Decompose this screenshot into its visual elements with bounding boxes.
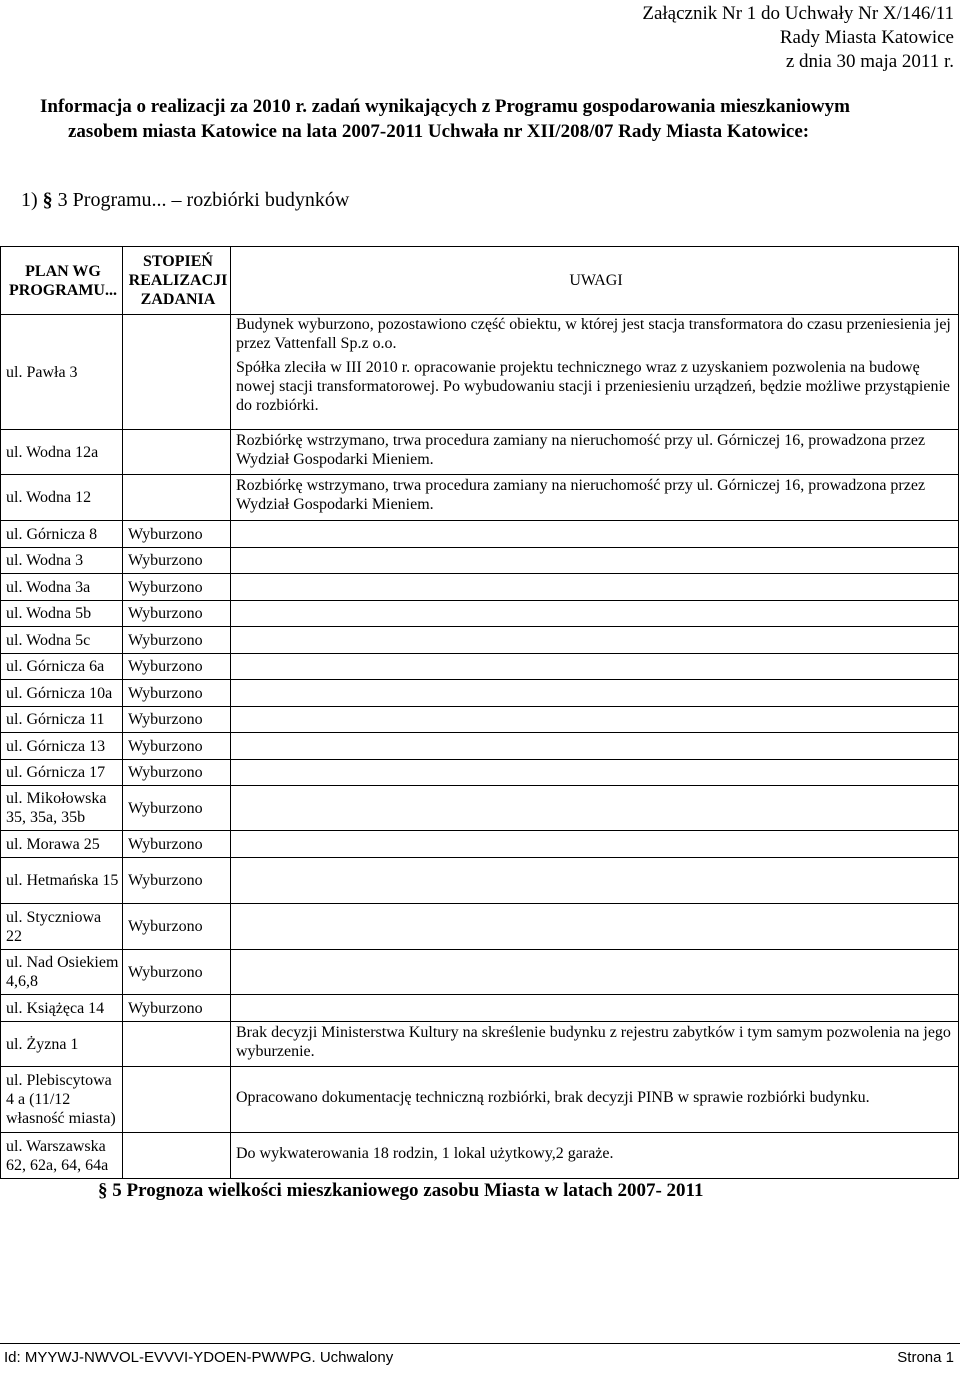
table-row [1, 627, 959, 654]
cell-stopien: Wyburzono [123, 950, 231, 995]
cell-uwagi [231, 733, 959, 760]
demolition-table [0, 246, 959, 1179]
cell-plan: ul. Morawa 25 [1, 831, 123, 858]
cell-uwagi [231, 1067, 959, 1133]
cell-stopien [123, 1067, 231, 1133]
table-row [1, 858, 959, 904]
cell-uwagi [231, 995, 959, 1022]
cell-uwagi [231, 315, 959, 430]
table-row [1, 760, 959, 786]
cell-stopien [123, 1133, 231, 1179]
cell-uwagi [231, 521, 959, 548]
cell-plan: ul. Wodna 12 [1, 475, 123, 521]
cell-plan: ul. Plebiscytowa 4 a (11/12 własność miasta) [1, 1067, 123, 1133]
table-body [1, 315, 959, 1179]
cell-stopien [123, 1022, 231, 1067]
page-footer [0, 1343, 960, 1366]
cell-plan: ul. Górnicza 17 [1, 760, 123, 786]
cell-uwagi [231, 904, 959, 950]
table-row [1, 1133, 959, 1179]
table-row [1, 733, 959, 760]
cell-stopien: Wyburzono [123, 654, 231, 680]
section-5-heading [98, 1179, 704, 1203]
document-id: Id: MYYWJ-NWVOL-EVVVI-YDOEN-PWWPG. Uchwalony [4, 1349, 394, 1366]
cell-stopien [123, 315, 231, 430]
cell-stopien: Wyburzono [123, 995, 231, 1022]
cell-stopien [123, 430, 231, 475]
cell-uwagi [231, 654, 959, 680]
table-row [1, 950, 959, 995]
section-1-number: 1) [21, 189, 38, 211]
table-row [1, 521, 959, 548]
cell-stopien: Wyburzono [123, 904, 231, 950]
cell-stopien: Wyburzono [123, 601, 231, 627]
table-header-row [1, 247, 959, 315]
info-heading [40, 94, 940, 144]
cell-uwagi [231, 831, 959, 858]
cell-plan: ul. Styczniowa 22 [1, 904, 123, 950]
table-row [1, 654, 959, 680]
table-row [1, 1022, 959, 1067]
cell-stopien: Wyburzono [123, 548, 231, 574]
cell-plan: ul. Mikołowska 35, 35a, 35b [1, 786, 123, 831]
uwagi-paragraph: Do wykwaterowania 18 rodzin, 1 lokal użytkowy,2 garaże. [236, 1144, 614, 1162]
cell-uwagi [231, 430, 959, 475]
cell-uwagi [231, 601, 959, 627]
cell-uwagi [231, 574, 959, 601]
table-row [1, 831, 959, 858]
section-1-title: 3 Programu... – rozbiórki budynków [57, 189, 350, 211]
cell-stopien: Wyburzono [123, 627, 231, 654]
cell-plan: ul. Wodna 5b [1, 601, 123, 627]
cell-plan: ul. Pawła 3 [1, 315, 123, 430]
cell-stopien: Wyburzono [123, 707, 231, 733]
info-line-2: zasobem miasta Katowice na lata 2007-2011 Uchwała nr XII/208/07 Rady Miasta Katowice: [68, 121, 810, 142]
cell-plan: ul. Książęca 14 [1, 995, 123, 1022]
uwagi-paragraph: Brak decyzji Ministerstwa Kultury na skreślenie budynku z rejestru zabytków i tym samym pozwolenia na jego wyburzenie. [236, 1023, 951, 1060]
table-row [1, 548, 959, 574]
header-stopien: STOPIEŃ REALIZACJI ZADANIA [123, 247, 231, 315]
cell-plan: ul. Górnicza 11 [1, 707, 123, 733]
cell-plan: ul. Warszawska 62, 62a, 64, 64a [1, 1133, 123, 1179]
cell-uwagi [231, 1133, 959, 1179]
cell-plan: ul. Wodna 3a [1, 574, 123, 601]
cell-uwagi [231, 707, 959, 733]
table-row [1, 995, 959, 1022]
cell-plan: ul. Górnicza 10a [1, 680, 123, 707]
cell-plan: ul. Żyzna 1 [1, 1022, 123, 1067]
section-5-title: 5 Prognoza wielkości mieszkaniowego zasobu Miasta w latach 2007- 2011 [112, 1180, 704, 1201]
cell-uwagi [231, 1022, 959, 1067]
cell-stopien: Wyburzono [123, 760, 231, 786]
uwagi-paragraph: Opracowano dokumentację techniczną rozbiórki, brak decyzji PINB w sprawie rozbiórki budynku. [236, 1088, 870, 1106]
cell-uwagi [231, 548, 959, 574]
cell-stopien: Wyburzono [123, 831, 231, 858]
section-1-sign: § [42, 189, 53, 211]
table-row [1, 430, 959, 475]
table-row [1, 574, 959, 601]
table-row [1, 904, 959, 950]
page-number: Strona 1 [897, 1349, 954, 1366]
header-plan: PLAN WG PROGRAMU... [1, 247, 123, 315]
section-1-heading [21, 187, 349, 213]
uwagi-paragraph: Rozbiórkę wstrzymano, trwa procedura zamiany na nieruchomość przy ul. Górniczej 16, prowadzona przez Wydział Gospodarki Mieniem. [236, 431, 926, 468]
cell-uwagi [231, 680, 959, 707]
table-row [1, 680, 959, 707]
cell-plan: ul. Wodna 5c [1, 627, 123, 654]
table-row [1, 1067, 959, 1133]
cell-uwagi [231, 786, 959, 831]
cell-plan: ul. Wodna 3 [1, 548, 123, 574]
cell-plan: ul. Górnicza 8 [1, 521, 123, 548]
cell-plan: ul. Górnicza 13 [1, 733, 123, 760]
cell-uwagi [231, 627, 959, 654]
table-row [1, 475, 959, 521]
attachment-line-2: Rady Miasta Katowice [779, 27, 954, 48]
table-row [1, 786, 959, 831]
cell-stopien: Wyburzono [123, 521, 231, 548]
cell-uwagi [231, 475, 959, 521]
table-row [1, 315, 959, 430]
header-uwagi: UWAGI [231, 247, 959, 315]
cell-plan: ul. Górnicza 6a [1, 654, 123, 680]
attachment-line-1: Załącznik Nr 1 do Uchwały Nr X/146/11 [642, 3, 954, 24]
cell-uwagi [231, 950, 959, 995]
cell-plan: ul. Nad Osiekiem 4,6,8 [1, 950, 123, 995]
cell-stopien: Wyburzono [123, 733, 231, 760]
cell-stopien: Wyburzono [123, 786, 231, 831]
cell-uwagi [231, 760, 959, 786]
section-5-sign: § [98, 1180, 108, 1201]
table-row [1, 601, 959, 627]
cell-stopien [123, 475, 231, 521]
info-line-1: Informacja o realizacji za 2010 r. zadań wynikających z Programu gospodarowania mieszkaniowym [40, 96, 850, 117]
table-row [1, 707, 959, 733]
cell-plan: ul. Hetmańska 15 [1, 858, 123, 904]
cell-stopien: Wyburzono [123, 574, 231, 601]
uwagi-paragraph: Spółka zleciła w III 2010 r. opracowanie projektu technicznego wraz z uzyskaniem pozwolenia na budowę nowej stacji transformatorowej. Po wybudowaniu stacji i przeniesieniu urządzeń, będzie możliwe przystąpienie do rozbiórki. [236, 359, 950, 414]
uwagi-paragraph: Rozbiórkę wstrzymano, trwa procedura zamiany na nieruchomość przy ul. Górniczej 16, prowadzona przez Wydział Gospodarki Mieniem. [236, 477, 926, 513]
uwagi-paragraph: Budynek wyburzono, pozostawiono część obiektu, w której jest stacja transformatora do czasu przeniesienia jej przez Vattenfall Sp.z o.o. [236, 316, 951, 352]
attachment-header [642, 2, 954, 74]
cell-stopien: Wyburzono [123, 680, 231, 707]
cell-stopien: Wyburzono [123, 858, 231, 904]
cell-uwagi [231, 858, 959, 904]
attachment-line-3: z dnia 30 maja 2011 r. [785, 51, 954, 72]
cell-plan: ul. Wodna 12a [1, 430, 123, 475]
